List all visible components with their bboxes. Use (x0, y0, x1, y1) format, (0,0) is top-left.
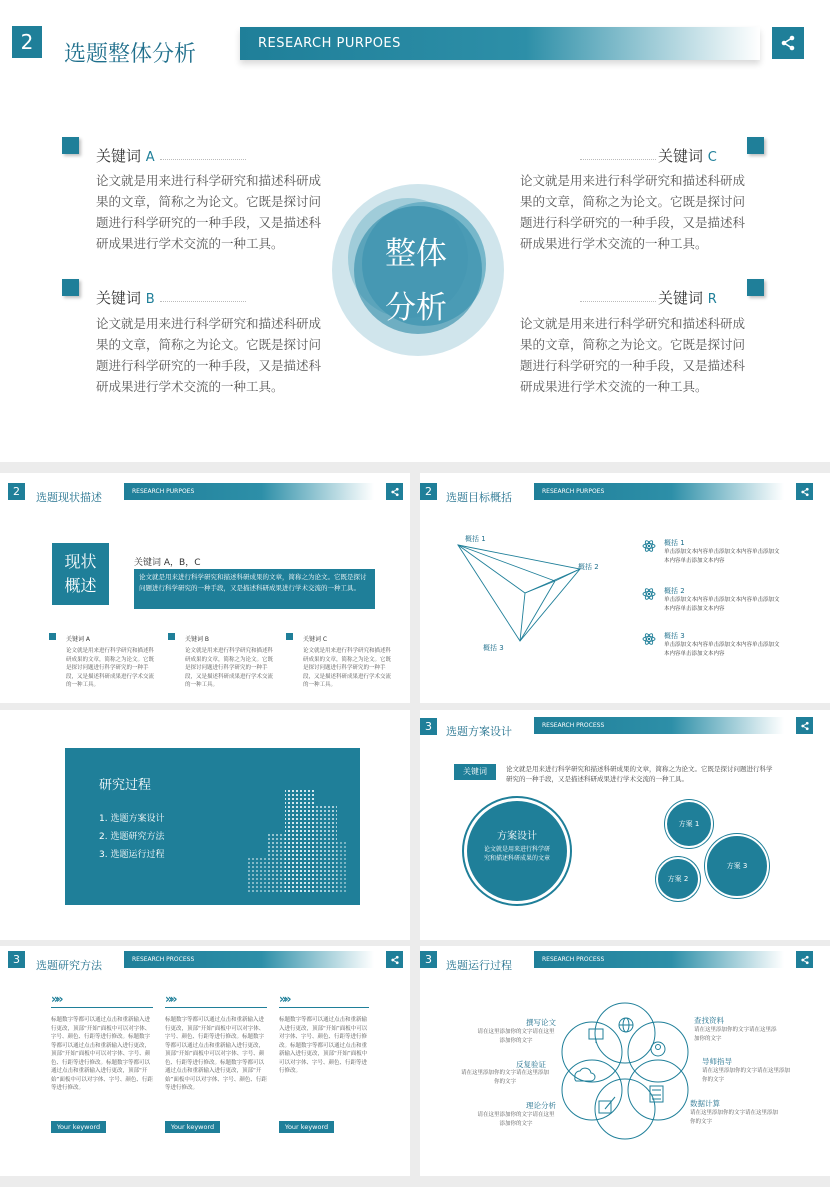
keyword-r-marker (747, 279, 764, 296)
pyramid-diagram (450, 533, 610, 653)
share-button[interactable] (386, 951, 403, 968)
keyword-text: 论文就是用来进行科学研究和描述科研成果的文章，简称之为论文。它既是探讨问题进行科学研究的一种手段，又是描述科研成果进行学术交流的一种工具。 (134, 569, 375, 609)
keyword-r-title: 关键词 R (658, 289, 717, 307)
keyword-c-marker (747, 137, 764, 154)
keyword-b-marker (62, 279, 79, 296)
center-text-2: 分析 (385, 290, 447, 326)
share-button[interactable] (772, 27, 804, 59)
chevron-icon: »» (51, 992, 61, 1006)
col-3-keyword: Your keyword (279, 1121, 334, 1133)
col-2-keyword: Your keyword (165, 1121, 220, 1133)
slide-title: 选题方案设计 (446, 725, 512, 738)
status-box: 现状 概述 (52, 543, 109, 605)
keyword-a-title: 关键词 A (96, 147, 155, 165)
process-title: 研究过程 (99, 778, 152, 793)
right-item-2-text: 请在这里添加你的文字请在这里添加你的文字 (702, 1068, 791, 1083)
keyword-a-text: 论文就是用来进行科学研究和描述科研成果的文章，简称之为论文。它既是探讨问题进行科学研究的一种手段，又是描述科研成果进行学术交流的一种工具。 (96, 173, 322, 251)
slide-plan-design (420, 710, 830, 940)
col-1-keyword: Your keyword (51, 1121, 106, 1133)
right-item-3-title: 数据计算 (690, 1099, 720, 1108)
slide-goals (420, 473, 830, 703)
keyword-c-text: 论文就是用来进行科学研究和描述科研成果的文章，简称之为论文。它既是探讨问题进行科学研究的一种手段，又是描述科研成果进行学术交流的一种工具。 (520, 173, 746, 251)
share-button[interactable] (796, 951, 813, 968)
user-icon (651, 1042, 665, 1056)
plan-circle-3-label: 方案 3 (726, 862, 748, 870)
cloud-icon (575, 1068, 595, 1081)
main-slide (0, 0, 830, 462)
keyword-a-marker (62, 137, 79, 154)
share-icon (800, 955, 810, 965)
plan-main-title: 方案设计 (497, 831, 537, 842)
col-1-line (51, 1007, 153, 1008)
keyword-r-line (580, 301, 656, 302)
right-item-3-text: 请在这里添加你的文字请在这里添加你的文字 (690, 1110, 779, 1125)
section-number: 3 (420, 951, 437, 968)
keyword-c-title: 关键词 C (658, 147, 717, 165)
share-icon (779, 34, 797, 52)
col-3-line (279, 1007, 369, 1008)
slide-title: 选题整体分析 (64, 42, 197, 67)
left-item-2-text: 请在这里添加你的文字请在这里添加你的文字 (460, 1070, 549, 1085)
banner-label: RESEARCH PROCESS (132, 956, 195, 963)
left-item-3-text: 请在这里添加你的文字请在这里添加你的文字 (477, 1112, 555, 1127)
keyword-b-line (160, 301, 246, 302)
col-a-text: 论文就是用来进行科学研究和描述科研成果的文章，简称之为论文。它既是探讨问题进行科学研究的一种手段，又是描述科研成果进行学术交流的一种工具。 (66, 648, 155, 688)
slide-title: 选题研究方法 (36, 959, 102, 972)
keyword-c-line (580, 159, 656, 160)
process-item-3: 3. 选题运行过程 (99, 850, 165, 860)
keyword-b-title: 关键词 B (96, 289, 155, 307)
share-icon (390, 955, 400, 965)
slide-status (0, 473, 410, 703)
slide-running-process (420, 946, 830, 1176)
atom-icon (642, 587, 656, 601)
pyramid-label-3: 概括 3 (483, 644, 504, 652)
banner-label: RESEARCH PURPOES (542, 488, 605, 495)
section-number: 2 (420, 483, 437, 500)
process-panel (65, 748, 360, 905)
goal-3-text: 单击添加文本内容单击添加文本内容单击添加文本内容单击添加文本内容 (664, 642, 780, 657)
col-c-title: 关键词 C (303, 636, 328, 643)
slide-title: 选题现状描述 (36, 491, 102, 504)
section-number: 3 (420, 718, 437, 735)
process-item-1: 1. 选题方案设计 (99, 814, 165, 824)
left-item-1-text: 请在这里添加你的文字请在这里添加你的文字 (477, 1029, 555, 1044)
process-item-2: 2. 选题研究方法 (99, 832, 165, 842)
atom-icon (642, 632, 656, 646)
left-item-1-title: 撰写论文 (526, 1018, 556, 1027)
keyword-a-line (160, 159, 246, 160)
col-c-text: 论文就是用来进行科学研究和描述科研成果的文章，简称之为论文。它既是探讨问题进行科学研究的一种手段，又是描述科研成果进行学术交流的一种工具。 (303, 648, 392, 688)
header-banner (240, 27, 760, 60)
slide-research-process (0, 710, 410, 940)
goal-2-text: 单击添加文本内容单击添加文本内容单击添加文本内容单击添加文本内容 (664, 597, 780, 612)
center-text-1: 整体 (385, 236, 447, 272)
col-a-title: 关键词 A (66, 636, 91, 643)
plan-main-text: 论文就是用来进行科学研究和描述科研成果的文章 (483, 846, 550, 862)
share-button[interactable] (796, 483, 813, 500)
right-item-2-title: 导师指导 (702, 1057, 732, 1066)
monitor-icon (589, 1029, 603, 1043)
plan-circle-1-label: 方案 1 (678, 820, 700, 828)
goal-1-text: 单击添加文本内容单击添加文本内容单击添加文本内容单击添加文本内容 (664, 549, 780, 564)
col-2-line (165, 1007, 267, 1008)
flower-diagram (555, 1001, 695, 1141)
keyword-text: 论文就是用来进行科学研究和描述科研成果的文章，简称之为论文。它既是探讨问题进行科学研究的一种手段，又是描述科研成果进行学术交流的一种工具。 (506, 765, 773, 783)
col-b-text: 论文就是用来进行科学研究和描述科研成果的文章，简称之为论文。它既是探讨问题进行科学研究的一种手段，又是描述科研成果进行学术交流的一种工具。 (185, 648, 274, 688)
col-3-text: 标题数字等都可以通过点击和重新输入进行更改，顶部“开始”面板中可以对字体、字号、颜色、行距等进行修改。标题数字等都可以通过点击和重新输入进行更改，顶部“开始”面板中可以对字体、字号、颜色、行距等进行修改。 (279, 1017, 368, 1074)
plan-circle-2-label: 方案 2 (667, 875, 689, 883)
banner-label: RESEARCH PURPOES (132, 488, 195, 495)
section-number: 2 (12, 26, 42, 58)
goal-1-title: 概括 1 (664, 539, 685, 547)
banner-label: RESEARCH PURPOES (258, 36, 401, 51)
col-b-marker (168, 633, 175, 640)
col-2-text: 标题数字等都可以通过点击和重新输入进行更改，顶部“开始”面板中可以对字体、字号、颜色、行距等进行修改。标题数字等都可以通过点击和重新输入进行更改，顶部“开始”面板中可以对字体、字号、颜色、行距等进行修改。标题数字等都可以通过点击和重新输入进行更改，顶部“开始”面板中可以对字体、字号、颜色、行距等进行修改。 (165, 1017, 267, 1091)
section-number: 3 (8, 951, 25, 968)
calculator-icon (650, 1086, 663, 1102)
keyword-b-text: 论文就是用来进行科学研究和描述科研成果的文章，简称之为论文。它既是探讨问题进行科学研究的一种手段，又是描述科研成果进行学术交流的一种工具。 (96, 316, 322, 394)
goal-3-title: 概括 3 (664, 632, 685, 640)
city-skyline-graphic (240, 778, 350, 893)
pyramid-label-1: 概括 1 (465, 535, 486, 543)
header-banner (534, 951, 784, 968)
col-1-text: 标题数字等都可以通过点击和重新输入进行更改，顶部“开始”面板中可以对字体、字号、颜色、行距等进行修改。标题数字等都可以通过点击和重新输入进行更改，顶部“开始”面板中可以对字体、字号、颜色、行距等进行修改。标题数字等都可以通过点击和重新输入进行更改，顶部“开始”面板中可以对字体、字号、颜色、行距等进行修改。 (51, 1017, 153, 1091)
edit-icon (599, 1097, 615, 1113)
keyword-title: 关键词 A，B，C (134, 558, 201, 568)
right-item-1-title: 查找资料 (694, 1016, 724, 1025)
globe-icon (619, 1018, 633, 1032)
slide-title: 选题目标概括 (446, 491, 512, 504)
chevron-icon: »» (165, 992, 175, 1006)
share-button[interactable] (386, 483, 403, 500)
right-item-1-text: 请在这里添加你的文字请在这里添加你的文字 (694, 1027, 777, 1042)
goal-2-title: 概括 2 (664, 587, 685, 595)
header-banner (534, 717, 784, 734)
chevron-icon: »» (279, 992, 289, 1006)
left-item-2-title: 反复验证 (516, 1060, 546, 1069)
col-c-marker (286, 633, 293, 640)
header-banner (534, 483, 784, 500)
col-b-title: 关键词 B (185, 636, 210, 643)
header-banner (124, 483, 374, 500)
atom-icon (642, 539, 656, 553)
left-item-3-title: 理论分析 (526, 1101, 556, 1110)
banner-label: RESEARCH PROCESS (542, 722, 605, 729)
section-number: 2 (8, 483, 25, 500)
share-icon (800, 487, 810, 497)
share-button[interactable] (796, 717, 813, 734)
share-icon (800, 721, 810, 731)
share-icon (390, 487, 400, 497)
header-banner (124, 951, 374, 968)
keyword-r-text: 论文就是用来进行科学研究和描述科研成果的文章，简称之为论文。它既是探讨问题进行科学研究的一种手段，又是描述科研成果进行学术交流的一种工具。 (520, 316, 746, 394)
slide-title: 选题运行过程 (446, 959, 512, 972)
slide-research-method (0, 946, 410, 1176)
banner-label: RESEARCH PROCESS (542, 956, 605, 963)
col-a-marker (49, 633, 56, 640)
pyramid-label-2: 概括 2 (578, 563, 599, 571)
keyword-badge: 关键词 (454, 764, 496, 780)
